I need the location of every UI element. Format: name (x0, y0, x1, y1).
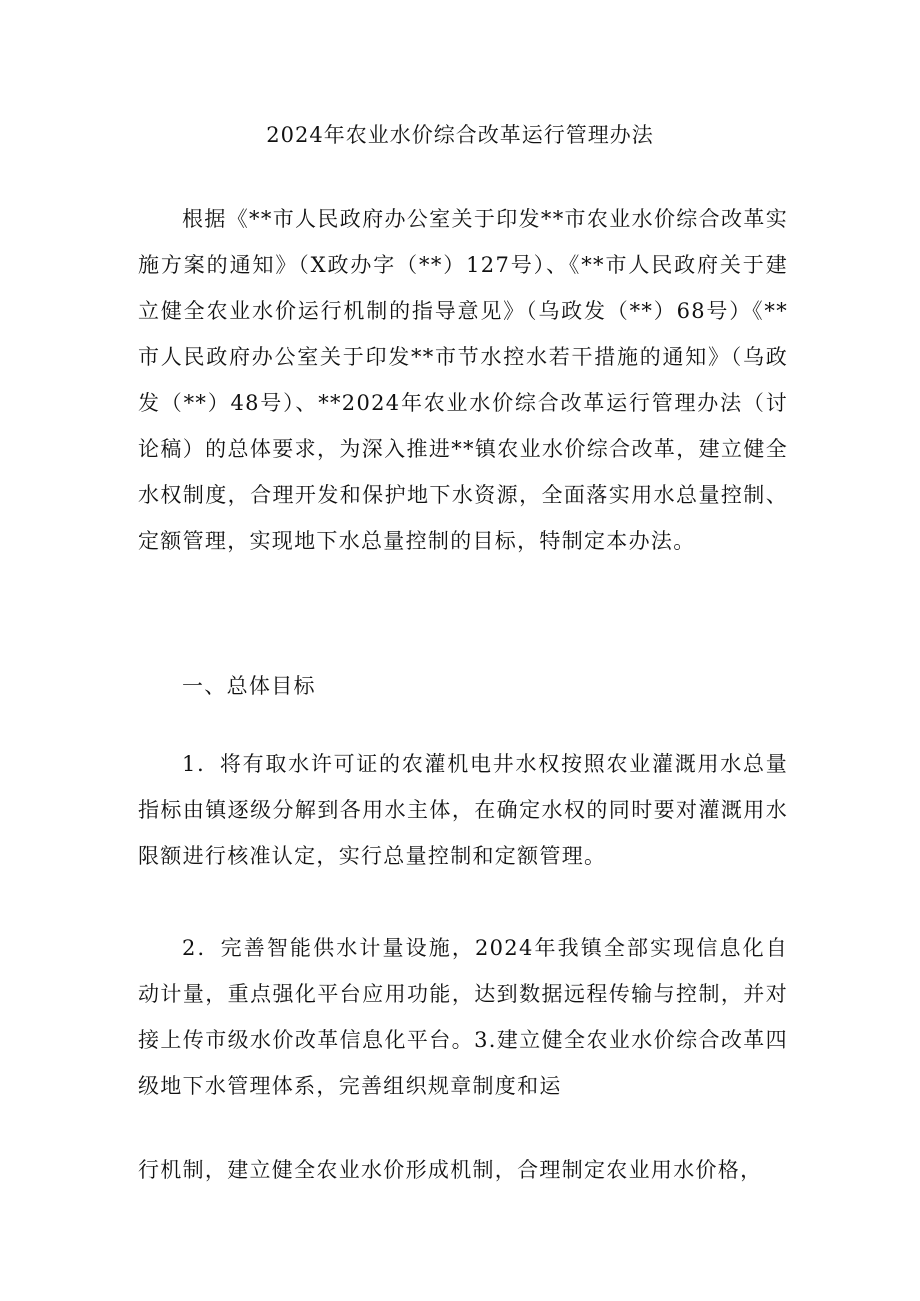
intro-paragraph: 根据《**市人民政府办公室关于印发**市农业水价综合改革实施方案的通知》（X政办字（**）127号）、《**市人民政府关于建立健全农业水价运行机制的指导意见》（乌政发（**）68号）《**市人民政府办公室关于印发**市节水控水若干措施的通知》（乌政发（**）48号）、**2024年农业水价综合改革运行管理办法（讨论稿）的总体要求，为深入推进**镇农业水价综合改革，建立健全水权制度，合理开发和保护地下水资源，全面落实用水总量控制、定额管理，实现地下水总量控制的目标，特制定本办法。 (138, 207, 788, 553)
item-1-paragraph: 1．将有取水许可证的农灌机电井水权按照农业灌溉用水总量指标由镇逐级分解到各用水主体，在确定水权的同时要对灌溉用水限额进行核准认定，实行总量控制和定额管理。 (138, 752, 788, 868)
section-one-heading: 一、总体目标 (182, 674, 316, 698)
continuation-paragraph: 行机制，建立健全农业水价形成机制，合理制定农业用水价格， (138, 1158, 763, 1182)
item-2-paragraph: 2．完善智能供水计量设施，2024年我镇全部实现信息化自动计量，重点强化平台应用功能，达到数据远程传输与控制，并对接上传市级水价改革信息化平台。3.建立健全农业水价综合改革四级地下水管理体系，完善组织规章制度和运 (138, 936, 788, 1098)
document-title: 2024年农业水价综合改革运行管理办法 (266, 123, 654, 147)
